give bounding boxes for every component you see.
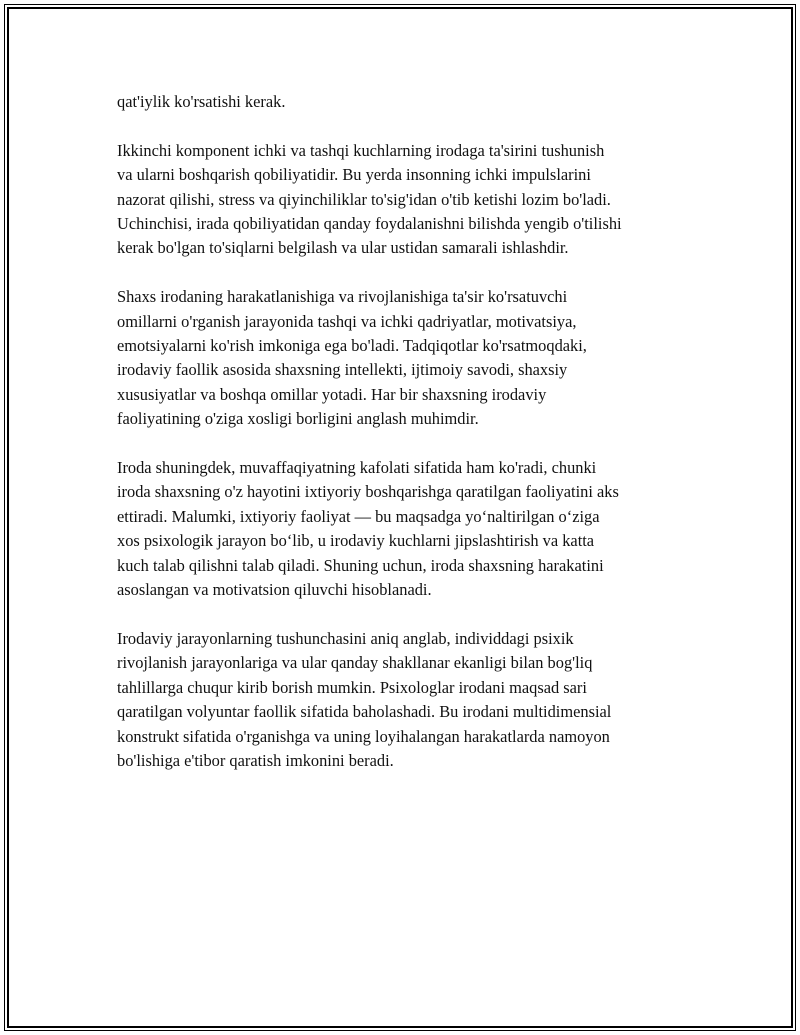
paragraph-2: [117, 139, 697, 261]
text-line: Iroda shuningdek, muvaffaqiyatning kafolati sifatida ham ko'radi, chunki: [117, 458, 597, 478]
text-line: Irodaviy jarayonlarning tushunchasini aniq anglab, individdagi psixik: [117, 628, 574, 648]
text-line: Uchinchisi, irada qobiliyatidan qanday foydalanishni bilishda yengib o'tilishi: [117, 214, 622, 234]
text-line: xos psixologik jarayon bo‘lib, u irodaviy kuchlarni jipslashtirish va katta: [117, 531, 595, 551]
text-line: bo'lishiga e'tibor qaratish imkonini beradi.: [117, 750, 394, 770]
text-line: xususiyatlar va boshqa omillar yotadi. Har bir shaxsning irodaviy: [117, 384, 547, 404]
text-line: tahlillarga chuqur kirib borish mumkin. Psixologlar irodani maqsad sari: [117, 677, 587, 697]
text-line: omillarni o'rganish jarayonida tashqi va ichki qadriyatlar, motivatsiya,: [117, 311, 577, 331]
paragraph-4: [117, 456, 697, 602]
text-line: emotsiyalarni ko'rish imkoniga ega bo'ladi. Tadqiqotlar ko'rsatmoqdaki,: [117, 336, 587, 356]
text-line: qaratilgan volyuntar faollik sifatida baholashadi. Bu irodani multidimensial: [117, 702, 612, 722]
text-line: Shaxs irodaning harakatlanishiga va rivojlanishiga ta'sir ko'rsatuvchi: [117, 287, 568, 307]
text-line: kuch talab qilishni talab qiladi. Shuning uchun, iroda shaxsning harakatini: [117, 555, 604, 575]
text-line: nazorat qilishi, stress va qiyinchiliklar to'sig'idan o'tib ketishi lozim bo'ladi.: [117, 189, 611, 209]
text-line: irodaviy faollik asosida shaxsning intellekti, ijtimoiy savodi, shaxsiy: [117, 360, 568, 380]
text-line: konstrukt sifatida o'rganishga va uning loyihalangan harakatlarda namoyon: [117, 726, 610, 746]
text-line: asoslangan va motivatsion qiluvchi hisoblanadi.: [117, 580, 432, 600]
text-line: ettiradi. Malumki, ixtiyoriy faoliyat — bu maqsadga yo‘naltirilgan o‘ziga: [117, 506, 600, 526]
paragraph-5: [117, 627, 697, 773]
text-line: va ularni boshqarish qobiliyatidir. Bu yerda insonning ichki impulslarini: [117, 165, 591, 185]
text-line: rivojlanish jarayonlariga va ular qanday shakllanar ekanligi bilan bog'liq: [117, 653, 593, 673]
text-line: faoliyatining o'ziga xosligi borligini anglash muhimdir.: [117, 409, 479, 429]
paragraph-3: [117, 285, 697, 431]
text-line: qat'iylik ko'rsatishi kerak.: [117, 92, 286, 111]
document-body: [117, 90, 697, 798]
paragraph-1: [117, 90, 697, 114]
text-line: kerak bo'lgan to'siqlarni belgilash va ular ustidan samarali ishlashdir.: [117, 238, 569, 258]
text-line: iroda shaxsning o'z hayotini ixtiyoriy boshqarishga qaratilgan faoliyatini aks: [117, 482, 619, 502]
text-line: Ikkinchi komponent ichki va tashqi kuchlarning irodaga ta'sirini tushunish: [117, 140, 605, 160]
